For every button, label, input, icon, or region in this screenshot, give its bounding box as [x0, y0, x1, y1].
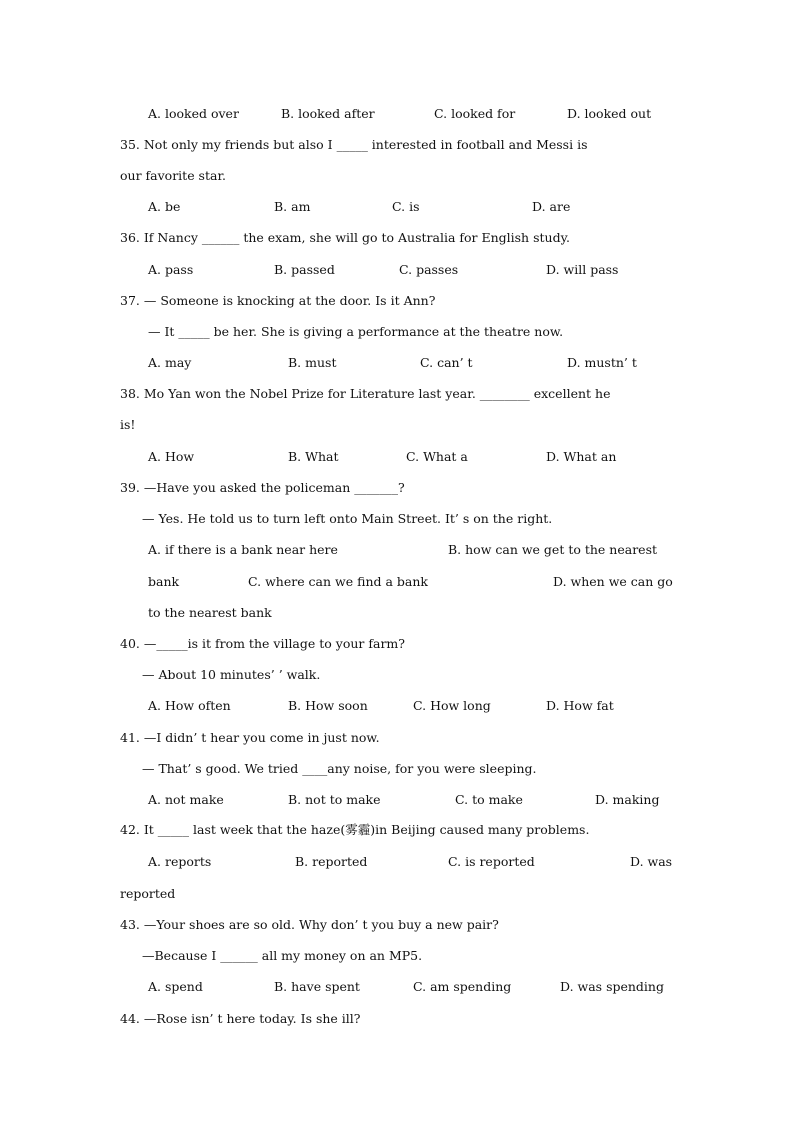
option-a: A. How	[148, 449, 195, 464]
option-b: B. passed	[274, 262, 335, 277]
question-text: 39. —Have you asked the policeman _______?	[120, 480, 405, 495]
q36-stem	[0, 228, 794, 248]
q44-stem	[0, 1009, 794, 1029]
option-b: B. looked after	[281, 106, 375, 121]
option-c: C. How long	[413, 698, 491, 713]
q40-reply	[0, 665, 794, 685]
question-text: 36. If Nancy ______ the exam, she will go to Australia for English study.	[120, 230, 570, 245]
option-a: A. looked over	[148, 106, 239, 121]
q41-stem	[0, 728, 794, 748]
option-b: B. reported	[295, 854, 368, 869]
question-text: 35. Not only my friends but also I _____ interested in football and Messi is	[120, 137, 588, 152]
question-text: 37. — Someone is knocking at the door. Is it Ann?	[120, 293, 436, 308]
option-a: A. if there is a bank near here	[148, 542, 338, 557]
question-text: 42. It _____ last week that the haze(雾霾)in Beijing caused many problems.	[120, 822, 590, 837]
question-text: 41. —I didn’ t hear you come in just now.	[120, 730, 380, 745]
option-c: C. is reported	[448, 854, 535, 869]
option-c: C. where can we find a bank	[248, 574, 428, 589]
option-a: A. be	[148, 199, 181, 214]
q42-options	[0, 852, 794, 872]
q43-options	[0, 977, 794, 997]
option-d: D. was spending	[560, 979, 664, 994]
q39-reply	[0, 509, 794, 529]
option-d-cont: to the nearest bank	[148, 605, 272, 620]
q34-options	[0, 104, 794, 124]
question-text: 43. —Your shoes are so old. Why don’ t you buy a new pair?	[120, 917, 499, 932]
question-text: 44. —Rose isn’ t here today. Is she ill?	[120, 1011, 361, 1026]
q40-options	[0, 696, 794, 716]
option-b: B. What	[288, 449, 339, 464]
option-b-cont: bank	[148, 574, 180, 589]
option-d: D. mustn’ t	[567, 355, 637, 370]
q35-options	[0, 197, 794, 217]
q42-options-cont	[0, 884, 794, 904]
question-text: — About 10 minutes’ ’ walk.	[142, 667, 321, 682]
option-c: C. passes	[399, 262, 459, 277]
q38-stem-cont	[0, 415, 794, 435]
option-d: D. How fat	[546, 698, 614, 713]
option-b: B. must	[288, 355, 337, 370]
option-a: A. reports	[148, 854, 212, 869]
q39-options-3	[0, 603, 794, 623]
q41-options	[0, 790, 794, 810]
option-c: C. is	[392, 199, 420, 214]
option-d: D. making	[595, 792, 660, 807]
q39-stem	[0, 478, 794, 498]
option-d: D. will pass	[546, 262, 619, 277]
option-d: D. are	[532, 199, 571, 214]
q42-stem	[0, 820, 794, 840]
option-a: A. pass	[148, 262, 194, 277]
question-text: 38. Mo Yan won the Nobel Prize for Literature last year. ________ excellent he	[120, 386, 611, 401]
question-text: — Yes. He told us to turn left onto Main Street. It’ s on the right.	[142, 511, 553, 526]
q35-stem-cont	[0, 166, 794, 186]
option-b: B. am	[274, 199, 311, 214]
q39-options-1	[0, 540, 794, 560]
q36-options	[0, 260, 794, 280]
option-a: A. How often	[148, 698, 231, 713]
q39-options-2	[0, 572, 794, 592]
option-b: B. have spent	[274, 979, 360, 994]
option-b: B. How soon	[288, 698, 368, 713]
option-c: C. can’ t	[420, 355, 473, 370]
q43-reply	[0, 946, 794, 966]
question-text: — That’ s good. We tried ____any noise, for you were sleeping.	[142, 761, 537, 776]
q38-options	[0, 447, 794, 467]
question-text: — It _____ be her. She is giving a performance at the theatre now.	[148, 324, 564, 339]
q38-stem	[0, 384, 794, 404]
option-a: A. spend	[148, 979, 203, 994]
question-text: —Because I ______ all my money on an MP5.	[142, 948, 423, 963]
q37-reply	[0, 322, 794, 342]
q37-options	[0, 353, 794, 373]
q37-stem	[0, 291, 794, 311]
q35-stem	[0, 135, 794, 155]
option-a: A. may	[148, 355, 192, 370]
option-d-cont: reported	[120, 886, 176, 901]
question-text: 40. —_____is it from the village to your farm?	[120, 636, 405, 651]
question-text: our favorite star.	[120, 168, 227, 183]
q40-stem	[0, 634, 794, 654]
option-c: C. to make	[455, 792, 523, 807]
option-d: D. looked out	[567, 106, 652, 121]
option-d: D. What an	[546, 449, 617, 464]
q41-reply	[0, 759, 794, 779]
question-text: is!	[120, 417, 136, 432]
option-d: D. when we can go	[553, 574, 673, 589]
option-c: C. looked for	[434, 106, 516, 121]
option-b: B. how can we get to the nearest	[448, 542, 658, 557]
option-b: B. not to make	[288, 792, 381, 807]
option-c: C. What a	[406, 449, 468, 464]
option-a: A. not make	[148, 792, 224, 807]
option-c: C. am spending	[413, 979, 512, 994]
option-d: D. was	[630, 854, 673, 869]
q43-stem	[0, 915, 794, 935]
